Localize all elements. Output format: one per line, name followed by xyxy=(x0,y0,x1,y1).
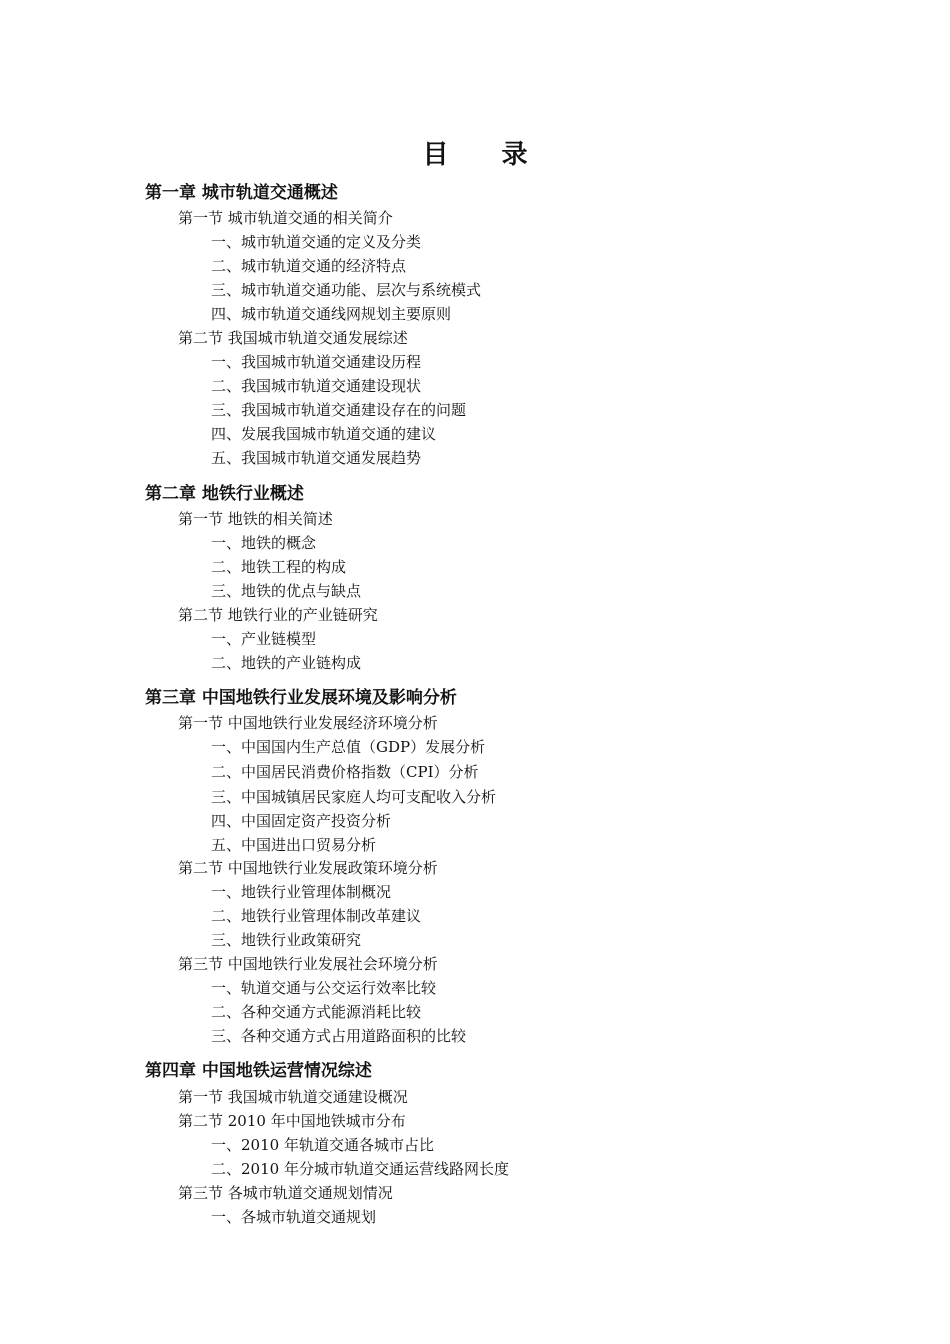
toc-item: 二、地铁的产业链构成 xyxy=(211,654,362,672)
toc-item: 二、2010 年分城市轨道交通运营线路网长度 xyxy=(211,1160,509,1178)
toc-section: 第二节 2010 年中国地铁城市分布 xyxy=(178,1112,406,1130)
toc-item: 一、我国城市轨道交通建设历程 xyxy=(211,353,422,371)
toc-item: 一、地铁的概念 xyxy=(211,534,317,552)
toc-item: 五、我国城市轨道交通发展趋势 xyxy=(211,449,422,467)
toc-section: 第一节 地铁的相关简述 xyxy=(178,510,333,528)
toc-item: 一、城市轨道交通的定义及分类 xyxy=(211,233,422,251)
toc-item: 一、轨道交通与公交运行效率比较 xyxy=(211,979,437,997)
toc-item: 五、中国进出口贸易分析 xyxy=(211,836,377,854)
toc-item: 三、中国城镇居民家庭人均可支配收入分析 xyxy=(211,788,497,806)
toc-item: 一、地铁行业管理体制概况 xyxy=(211,883,392,901)
toc-item: 三、城市轨道交通功能、层次与系统模式 xyxy=(211,281,482,299)
toc-chapter: 第四章 中国地铁运营情况综述 xyxy=(145,1061,372,1081)
toc-item: 二、中国居民消费价格指数（CPI）分析 xyxy=(211,763,479,781)
toc-item: 三、地铁行业政策研究 xyxy=(211,931,362,949)
toc-item: 三、地铁的优点与缺点 xyxy=(211,582,362,600)
toc-section: 第一节 我国城市轨道交通建设概况 xyxy=(178,1088,408,1106)
toc-section: 第二节 地铁行业的产业链研究 xyxy=(178,606,378,624)
toc-section: 第二节 中国地铁行业发展政策环境分析 xyxy=(178,859,438,877)
toc-item: 二、我国城市轨道交通建设现状 xyxy=(211,377,422,395)
toc-item: 二、城市轨道交通的经济特点 xyxy=(211,257,407,275)
toc-section: 第一节 城市轨道交通的相关简介 xyxy=(178,209,393,227)
toc-item: 四、中国固定资产投资分析 xyxy=(211,812,392,830)
toc-item: 二、地铁工程的构成 xyxy=(211,558,347,576)
toc-item: 一、2010 年轨道交通各城市占比 xyxy=(211,1136,434,1154)
toc-item: 四、发展我国城市轨道交通的建议 xyxy=(211,425,437,443)
toc-item: 二、地铁行业管理体制改革建议 xyxy=(211,907,422,925)
toc-chapter: 第三章 中国地铁行业发展环境及影响分析 xyxy=(145,688,457,708)
toc-title: 目 录 xyxy=(422,140,550,170)
toc-section: 第二节 我国城市轨道交通发展综述 xyxy=(178,329,408,347)
toc-item: 三、各种交通方式占用道路面积的比较 xyxy=(211,1027,467,1045)
toc-section: 第一节 中国地铁行业发展经济环境分析 xyxy=(178,714,438,732)
toc-item: 二、各种交通方式能源消耗比较 xyxy=(211,1003,422,1021)
toc-item: 三、我国城市轨道交通建设存在的问题 xyxy=(211,401,467,419)
toc-item: 四、城市轨道交通线网规划主要原则 xyxy=(211,305,452,323)
toc-section: 第三节 中国地铁行业发展社会环境分析 xyxy=(178,955,438,973)
toc-chapter: 第二章 地铁行业概述 xyxy=(145,484,304,504)
toc-section: 第三节 各城市轨道交通规划情况 xyxy=(178,1184,393,1202)
toc-item: 一、中国国内生产总值（GDP）发展分析 xyxy=(211,738,486,756)
toc-item: 一、各城市轨道交通规划 xyxy=(211,1208,377,1226)
toc-item: 一、产业链模型 xyxy=(211,630,317,648)
toc-chapter: 第一章 城市轨道交通概述 xyxy=(145,183,338,203)
